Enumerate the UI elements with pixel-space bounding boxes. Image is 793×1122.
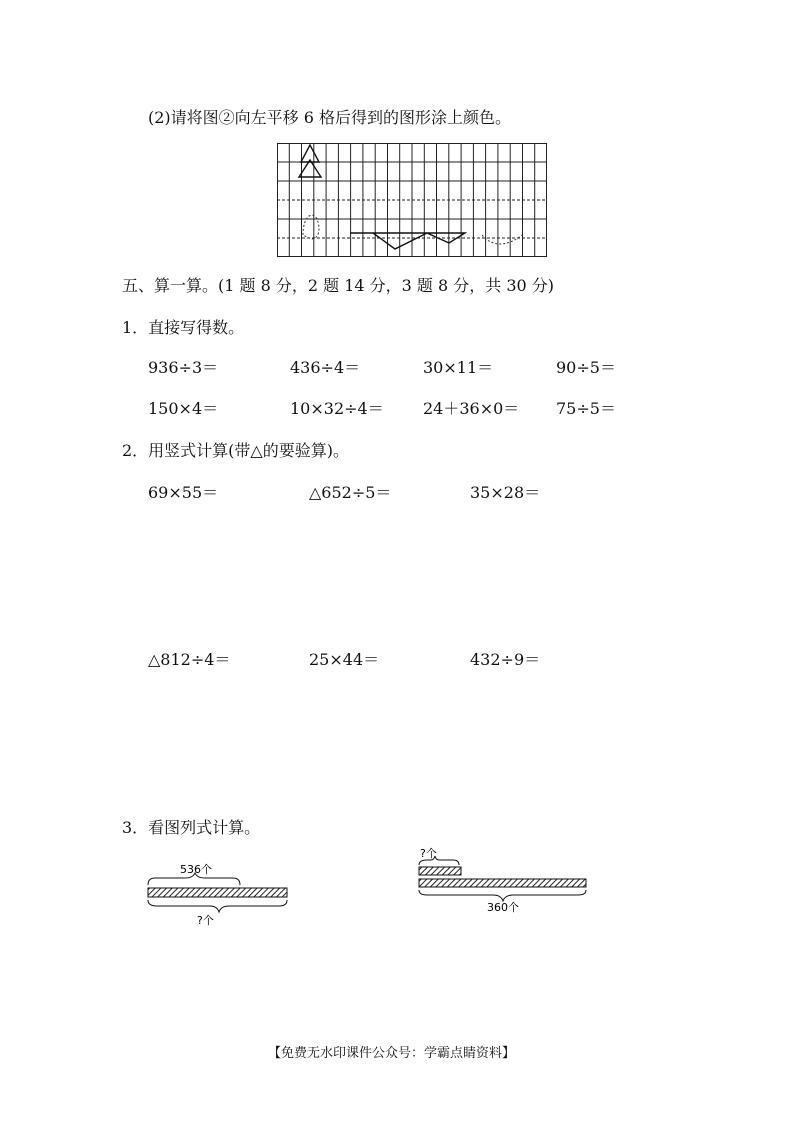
bar-diagram-2 (415, 845, 590, 915)
q2-item: △812÷4＝ (148, 650, 231, 669)
q1-item: 90÷5＝ (556, 358, 616, 377)
section-5-title: 五、算一算。(1 题 8 分，2 题 14 分，3 题 8 分，共 30 分) (122, 276, 555, 295)
figure-2 (350, 233, 465, 249)
diagram2-bottom-label: 360个 (487, 901, 519, 914)
q2-item: 25×44＝ (309, 650, 380, 669)
q1-title: 1．直接写得数。 (122, 318, 245, 337)
q1-item: 10×32÷4＝ (290, 399, 384, 418)
q1-item: 150×4＝ (148, 399, 219, 418)
q2-item: 69×55＝ (148, 483, 219, 502)
figure-dashed-right (482, 235, 522, 244)
figure-triangles (299, 145, 321, 177)
diagram1-top-label: 536个 (180, 863, 212, 876)
q2-title: 2．用竖式计算(带△的要验算)。 (122, 441, 349, 460)
question-4-2-text: (2)请将图②向左平移 6 格后得到的图形涂上颜色。 (148, 108, 512, 127)
translation-grid-figure (277, 143, 547, 257)
q1-item: 75÷5＝ (556, 399, 616, 418)
q2-item: △652÷5＝ (309, 483, 392, 502)
footer-text: 【免费无水印课件公众号：学霸点睛资料】 (268, 1046, 516, 1061)
q2-item: 35×28＝ (470, 483, 541, 502)
diagram2-top-label: ?个 (420, 847, 437, 860)
q1-item: 24＋36×0＝ (423, 399, 520, 418)
q3-title: 3．看图列式计算。 (122, 818, 261, 837)
q1-item: 936÷3＝ (148, 358, 219, 377)
q2-item: 432÷9＝ (470, 650, 541, 669)
bar-diagram-1 (145, 858, 290, 928)
q1-item: 436÷4＝ (290, 358, 361, 377)
diagram1-bottom-label: ?个 (197, 914, 214, 927)
q1-item: 30×11＝ (423, 358, 494, 377)
